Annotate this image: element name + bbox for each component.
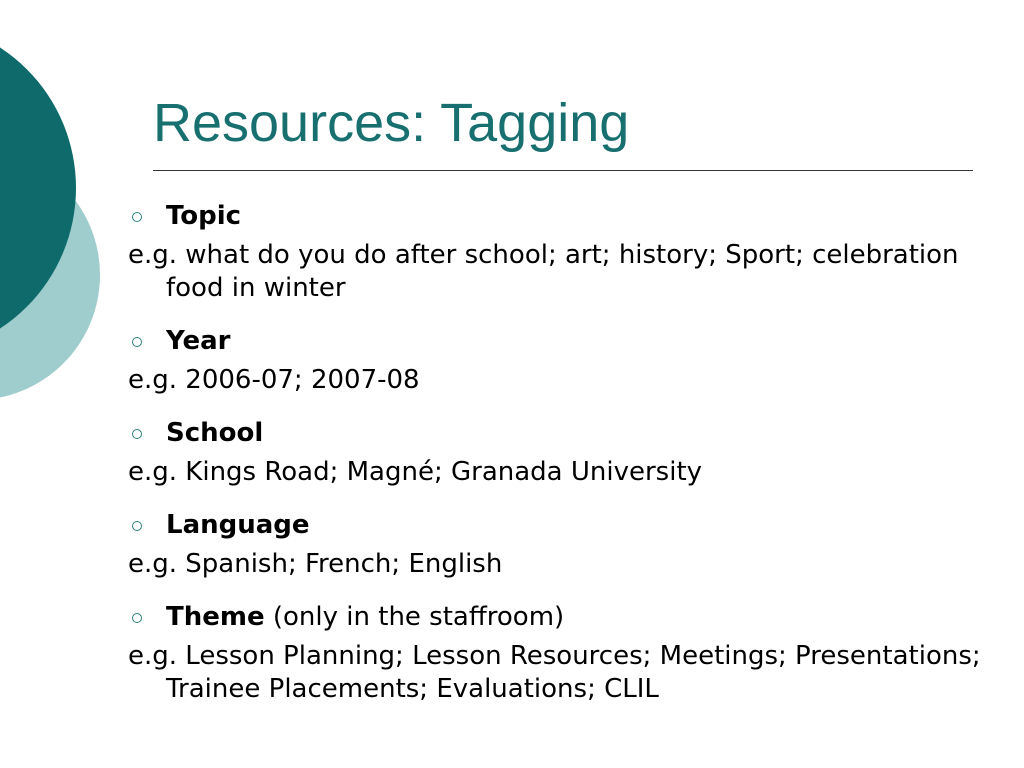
tag-example: e.g. Kings Road; Magné; Granada University xyxy=(128,457,703,487)
hollow-circle-bullet-icon xyxy=(132,337,142,347)
tag-label: Theme xyxy=(166,602,265,632)
tag-item-school xyxy=(128,417,998,489)
tag-item-language xyxy=(128,509,998,581)
hollow-circle-bullet-icon xyxy=(132,429,142,439)
tag-label: Language xyxy=(166,510,310,540)
tag-note: (only in the staffroom) xyxy=(264,602,565,632)
tag-list xyxy=(128,200,998,726)
tag-example: e.g. what do you do after school; art; history; Sport; celebration food in winter xyxy=(128,240,959,303)
tag-heading xyxy=(128,509,998,542)
slide-title: Resources: Tagging xyxy=(153,93,630,153)
title-divider xyxy=(153,170,973,171)
tag-heading xyxy=(128,325,998,358)
tag-label: School xyxy=(166,418,264,448)
tag-heading xyxy=(128,601,998,634)
hollow-circle-bullet-icon xyxy=(132,521,142,531)
tag-example: e.g. Lesson Planning; Lesson Resources; Meetings; Presentations; Trainee Placements; Evaluations; CLIL xyxy=(128,641,981,704)
tag-item-theme xyxy=(128,601,998,706)
hollow-circle-bullet-icon xyxy=(132,613,142,623)
tag-heading xyxy=(128,417,998,450)
tag-example: e.g. Spanish; French; English xyxy=(128,549,503,579)
tag-item-year xyxy=(128,325,998,397)
tag-heading xyxy=(128,200,998,233)
tag-item-topic xyxy=(128,200,998,305)
tag-label: Year xyxy=(166,326,231,356)
tag-label: Topic xyxy=(166,201,242,231)
tag-example: e.g. 2006-07; 2007-08 xyxy=(128,365,420,395)
hollow-circle-bullet-icon xyxy=(132,212,142,222)
